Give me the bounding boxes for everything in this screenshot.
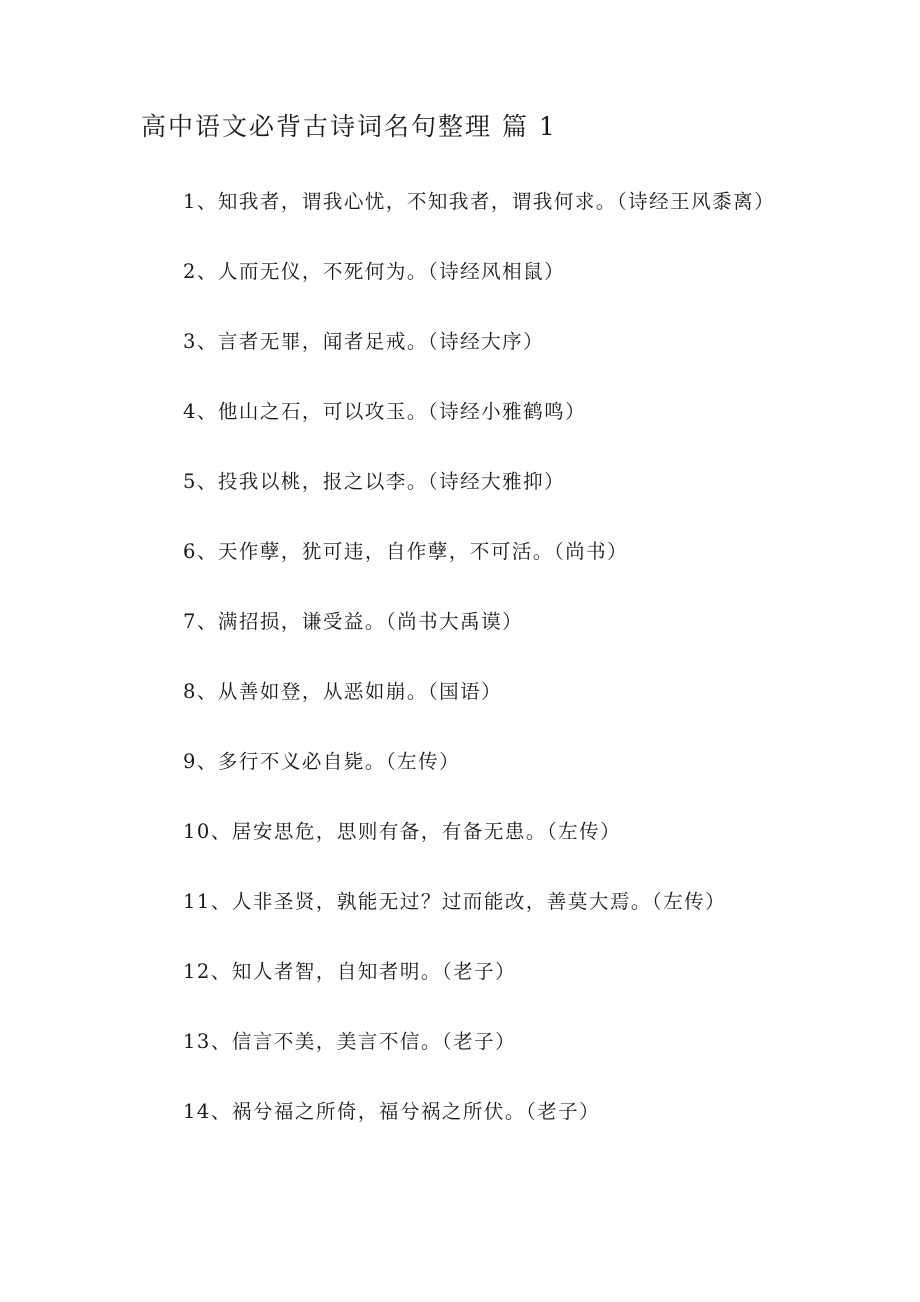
list-item: 1、知我者，谓我心忧，不知我者，谓我何求。（诗经王风黍离） bbox=[183, 190, 776, 213]
list-item: 4、他山之石，可以攻玉。（诗经小雅鹤鸣） bbox=[183, 400, 587, 423]
list-item: 12、知人者智，自知者明。（老子） bbox=[183, 960, 517, 983]
list-item: 8、从善如登，从恶如崩。（国语） bbox=[183, 680, 503, 703]
list-item: 3、言者无罪，闻者足戒。（诗经大序） bbox=[183, 330, 545, 353]
list-item: 13、信言不美，美言不信。（老子） bbox=[183, 1030, 517, 1053]
list-item: 7、满招损，谦受益。（尚书大禹谟） bbox=[183, 610, 524, 633]
list-item: 5、投我以桃，报之以李。（诗经大雅抑） bbox=[183, 470, 566, 493]
list-item: 14、祸兮福之所倚，福兮祸之所伏。（老子） bbox=[183, 1100, 601, 1123]
list-item: 2、人而无仪，不死何为。（诗经风相鼠） bbox=[183, 260, 566, 283]
list-item: 11、人非圣贤，孰能无过？过而能改，善莫大焉。（左传） bbox=[183, 890, 727, 913]
list-item: 9、多行不义必自毙。（左传） bbox=[183, 750, 461, 773]
quote-list bbox=[183, 185, 775, 1165]
list-item: 6、天作孽，犹可违，自作孽，不可活。（尚书） bbox=[183, 540, 629, 563]
list-item: 10、居安思危，思则有备，有备无患。（左传） bbox=[183, 820, 622, 843]
page-title: 高中语文必背古诗词名句整理 篇 1 bbox=[141, 112, 557, 141]
